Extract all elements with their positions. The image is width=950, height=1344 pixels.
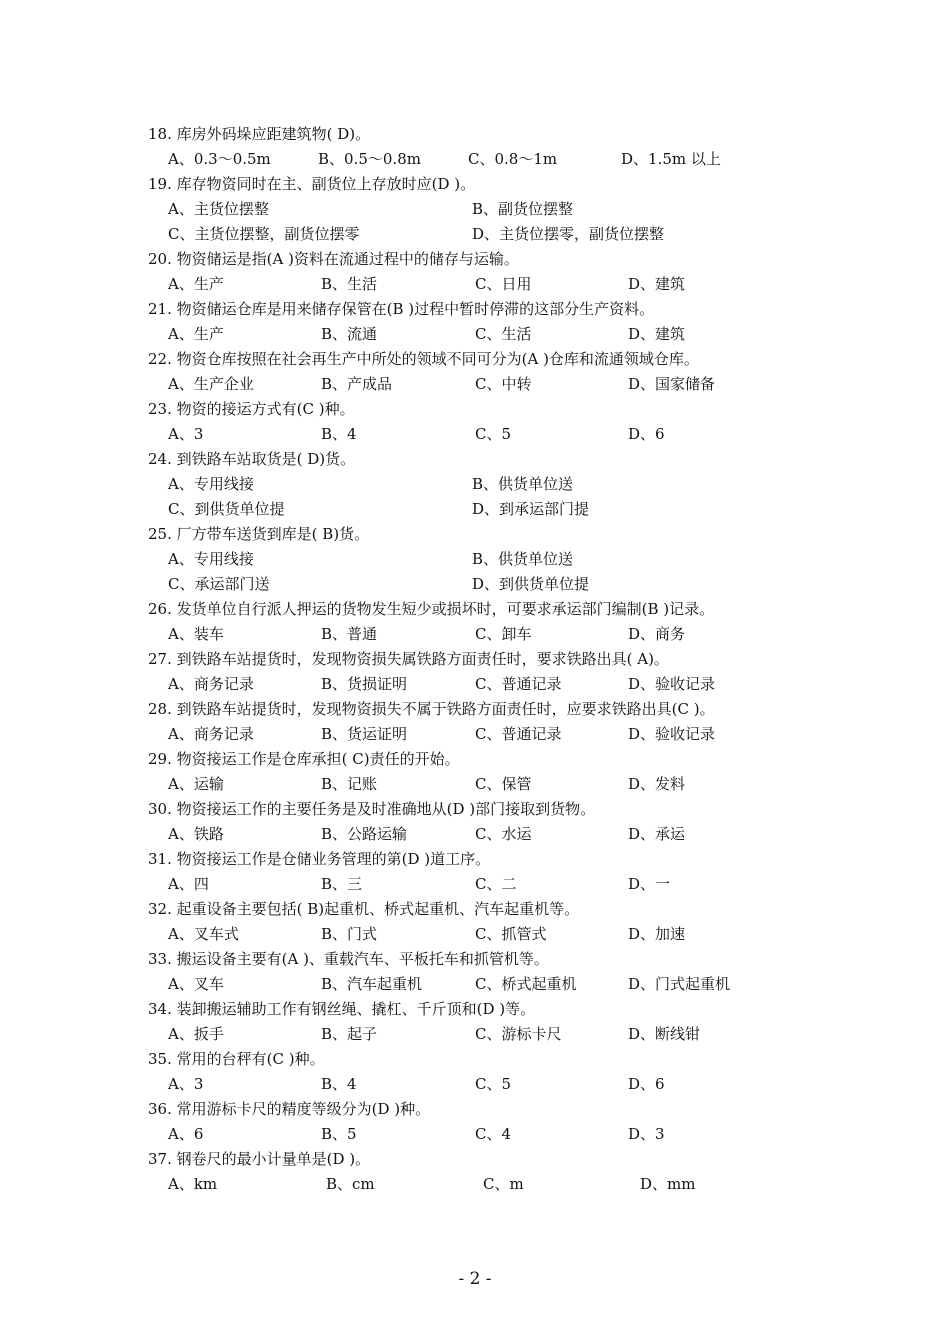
option-d: D、国家储备	[628, 375, 716, 393]
option-b: B、起子	[321, 1025, 378, 1043]
option-c: C、抓管式	[475, 925, 547, 943]
option-a: A、叉车式	[168, 925, 239, 943]
option-c: C、桥式起重机	[475, 975, 577, 993]
question-stem: 29. 物资接运工作是仓库承担( C)责任的开始。	[148, 750, 460, 768]
question-stem: 30. 物资接运工作的主要任务是及时准确地从(D )部门接取到货物。	[148, 800, 596, 818]
option-b: B、4	[321, 425, 357, 443]
option-c: C、普通记录	[475, 675, 562, 693]
option-d: D、3	[628, 1125, 665, 1143]
option-a: A、铁路	[168, 825, 224, 843]
option-a: A、四	[168, 875, 209, 893]
option-b: B、生活	[321, 275, 378, 293]
option-c: C、卸车	[475, 625, 532, 643]
question-stem: 20. 物资储运是指(A )资料在流通过程中的储存与运输。	[148, 250, 519, 268]
question-stem: 28. 到铁路车站提货时，发现物资损失不属于铁路方面责任时，应要求铁路出具(C )。	[148, 700, 715, 718]
question-stem: 32. 起重设备主要包括( B)起重机、桥式起重机、汽车起重机等。	[148, 900, 580, 918]
option-d: D、一	[628, 875, 671, 893]
option-c: C、4	[475, 1125, 512, 1143]
option-d: D、商务	[628, 625, 686, 643]
option-a: A、商务记录	[168, 725, 254, 743]
option-d: D、到供货单位提	[472, 575, 590, 593]
option-c: C、二	[475, 875, 517, 893]
option-c: C、5	[475, 1075, 512, 1093]
option-c: C、承运部门送	[168, 575, 270, 593]
option-b: B、产成品	[321, 375, 393, 393]
option-c: C、5	[475, 425, 512, 443]
option-a: A、商务记录	[168, 675, 254, 693]
page-number: - 2 -	[458, 1269, 492, 1289]
question-stem: 22. 物资仓库按照在社会再生产中所处的领域不同可分为(A )仓库和流通领域仓库。	[148, 350, 699, 368]
option-b: B、副货位摆整	[472, 200, 574, 218]
question-stem: 36. 常用游标卡尺的精度等级分为(D )种。	[148, 1100, 431, 1118]
question-stem: 35. 常用的台秤有(C )种。	[148, 1050, 325, 1068]
option-c: C、生活	[475, 325, 532, 343]
option-c: C、主货位摆整，副货位摆零	[168, 225, 360, 243]
option-d: D、验收记录	[628, 675, 716, 693]
option-c: C、m	[483, 1175, 524, 1193]
option-b: B、货运证明	[321, 725, 408, 743]
option-b: B、公路运输	[321, 825, 408, 843]
option-a: A、0.3～0.5m	[168, 150, 271, 168]
option-b: B、0.5～0.8m	[318, 150, 421, 168]
option-a: A、主货位摆整	[168, 200, 269, 218]
option-a: A、专用线接	[168, 475, 254, 493]
option-b: B、门式	[321, 925, 378, 943]
question-stem: 25. 厂方带车送货到库是( B)货。	[148, 525, 370, 543]
option-c: C、保管	[475, 775, 532, 793]
question-stem: 31. 物资接运工作是仓储业务管理的第(D )道工序。	[148, 850, 491, 868]
option-d: D、6	[628, 1075, 665, 1093]
option-a: A、运输	[168, 775, 224, 793]
option-b: B、5	[321, 1125, 357, 1143]
option-d: D、mm	[640, 1175, 696, 1193]
option-a: A、生产企业	[168, 375, 254, 393]
option-b: B、三	[321, 875, 363, 893]
option-a: A、叉车	[168, 975, 224, 993]
option-b: B、流通	[321, 325, 378, 343]
option-d: D、主货位摆零，副货位摆整	[472, 225, 665, 243]
question-stem: 33. 搬运设备主要有(A )、重载汽车、平板托车和抓管机等。	[148, 950, 549, 968]
option-b: B、记账	[321, 775, 378, 793]
option-d: D、验收记录	[628, 725, 716, 743]
question-stem: 37. 钢卷尺的最小计量单是(D )。	[148, 1150, 371, 1168]
option-d: D、门式起重机	[628, 975, 731, 993]
question-stem: 24. 到铁路车站取货是( D)货。	[148, 450, 356, 468]
option-c: C、水运	[475, 825, 532, 843]
option-b: B、供货单位送	[472, 475, 574, 493]
option-d: D、发料	[628, 775, 686, 793]
option-c: C、游标卡尺	[475, 1025, 562, 1043]
option-b: B、汽车起重机	[321, 975, 423, 993]
option-c: C、中转	[475, 375, 532, 393]
question-stem: 21. 物资储运仓库是用来储存保管在(B )过程中暂时停滞的这部分生产资料。	[148, 300, 655, 318]
question-stem: 18. 库房外码垛应距建筑物( D)。	[148, 125, 371, 143]
option-c: C、普通记录	[475, 725, 562, 743]
question-stem: 19. 库存物资同时在主、副货位上存放时应(D )。	[148, 175, 476, 193]
question-stem: 27. 到铁路车站提货时，发现物资损失属铁路方面责任时，要求铁路出具( A)。	[148, 650, 669, 668]
option-c: C、0.8～1m	[468, 150, 558, 168]
option-a: A、生产	[168, 325, 224, 343]
option-a: A、扳手	[168, 1025, 224, 1043]
option-d: D、建筑	[628, 275, 686, 293]
question-stem: 34. 装卸搬运辅助工作有钢丝绳、撬杠、千斤顶和(D )等。	[148, 1000, 536, 1018]
option-b: B、cm	[326, 1175, 375, 1193]
option-a: A、6	[168, 1125, 204, 1143]
option-d: D、6	[628, 425, 665, 443]
option-b: B、供货单位送	[472, 550, 574, 568]
option-a: A、3	[168, 1075, 204, 1093]
question-stem: 26. 发货单位自行派人押运的货物发生短少或损坏时，可要求承运部门编制(B )记录。	[148, 600, 715, 618]
option-a: A、装车	[168, 625, 224, 643]
option-b: B、4	[321, 1075, 357, 1093]
option-b: B、普通	[321, 625, 378, 643]
option-d: D、承运	[628, 825, 686, 843]
option-a: A、3	[168, 425, 204, 443]
option-d: D、建筑	[628, 325, 686, 343]
option-a: A、生产	[168, 275, 224, 293]
option-a: A、km	[168, 1175, 218, 1193]
option-d: D、断线钳	[628, 1025, 701, 1043]
option-c: C、到供货单位提	[168, 500, 285, 518]
option-d: D、加速	[628, 925, 686, 943]
option-c: C、日用	[475, 275, 532, 293]
option-a: A、专用线接	[168, 550, 254, 568]
option-d: D、到承运部门提	[472, 500, 590, 518]
option-b: B、货损证明	[321, 675, 408, 693]
question-stem: 23. 物资的接运方式有(C )种。	[148, 400, 355, 418]
option-d: D、1.5m 以上	[621, 150, 721, 168]
